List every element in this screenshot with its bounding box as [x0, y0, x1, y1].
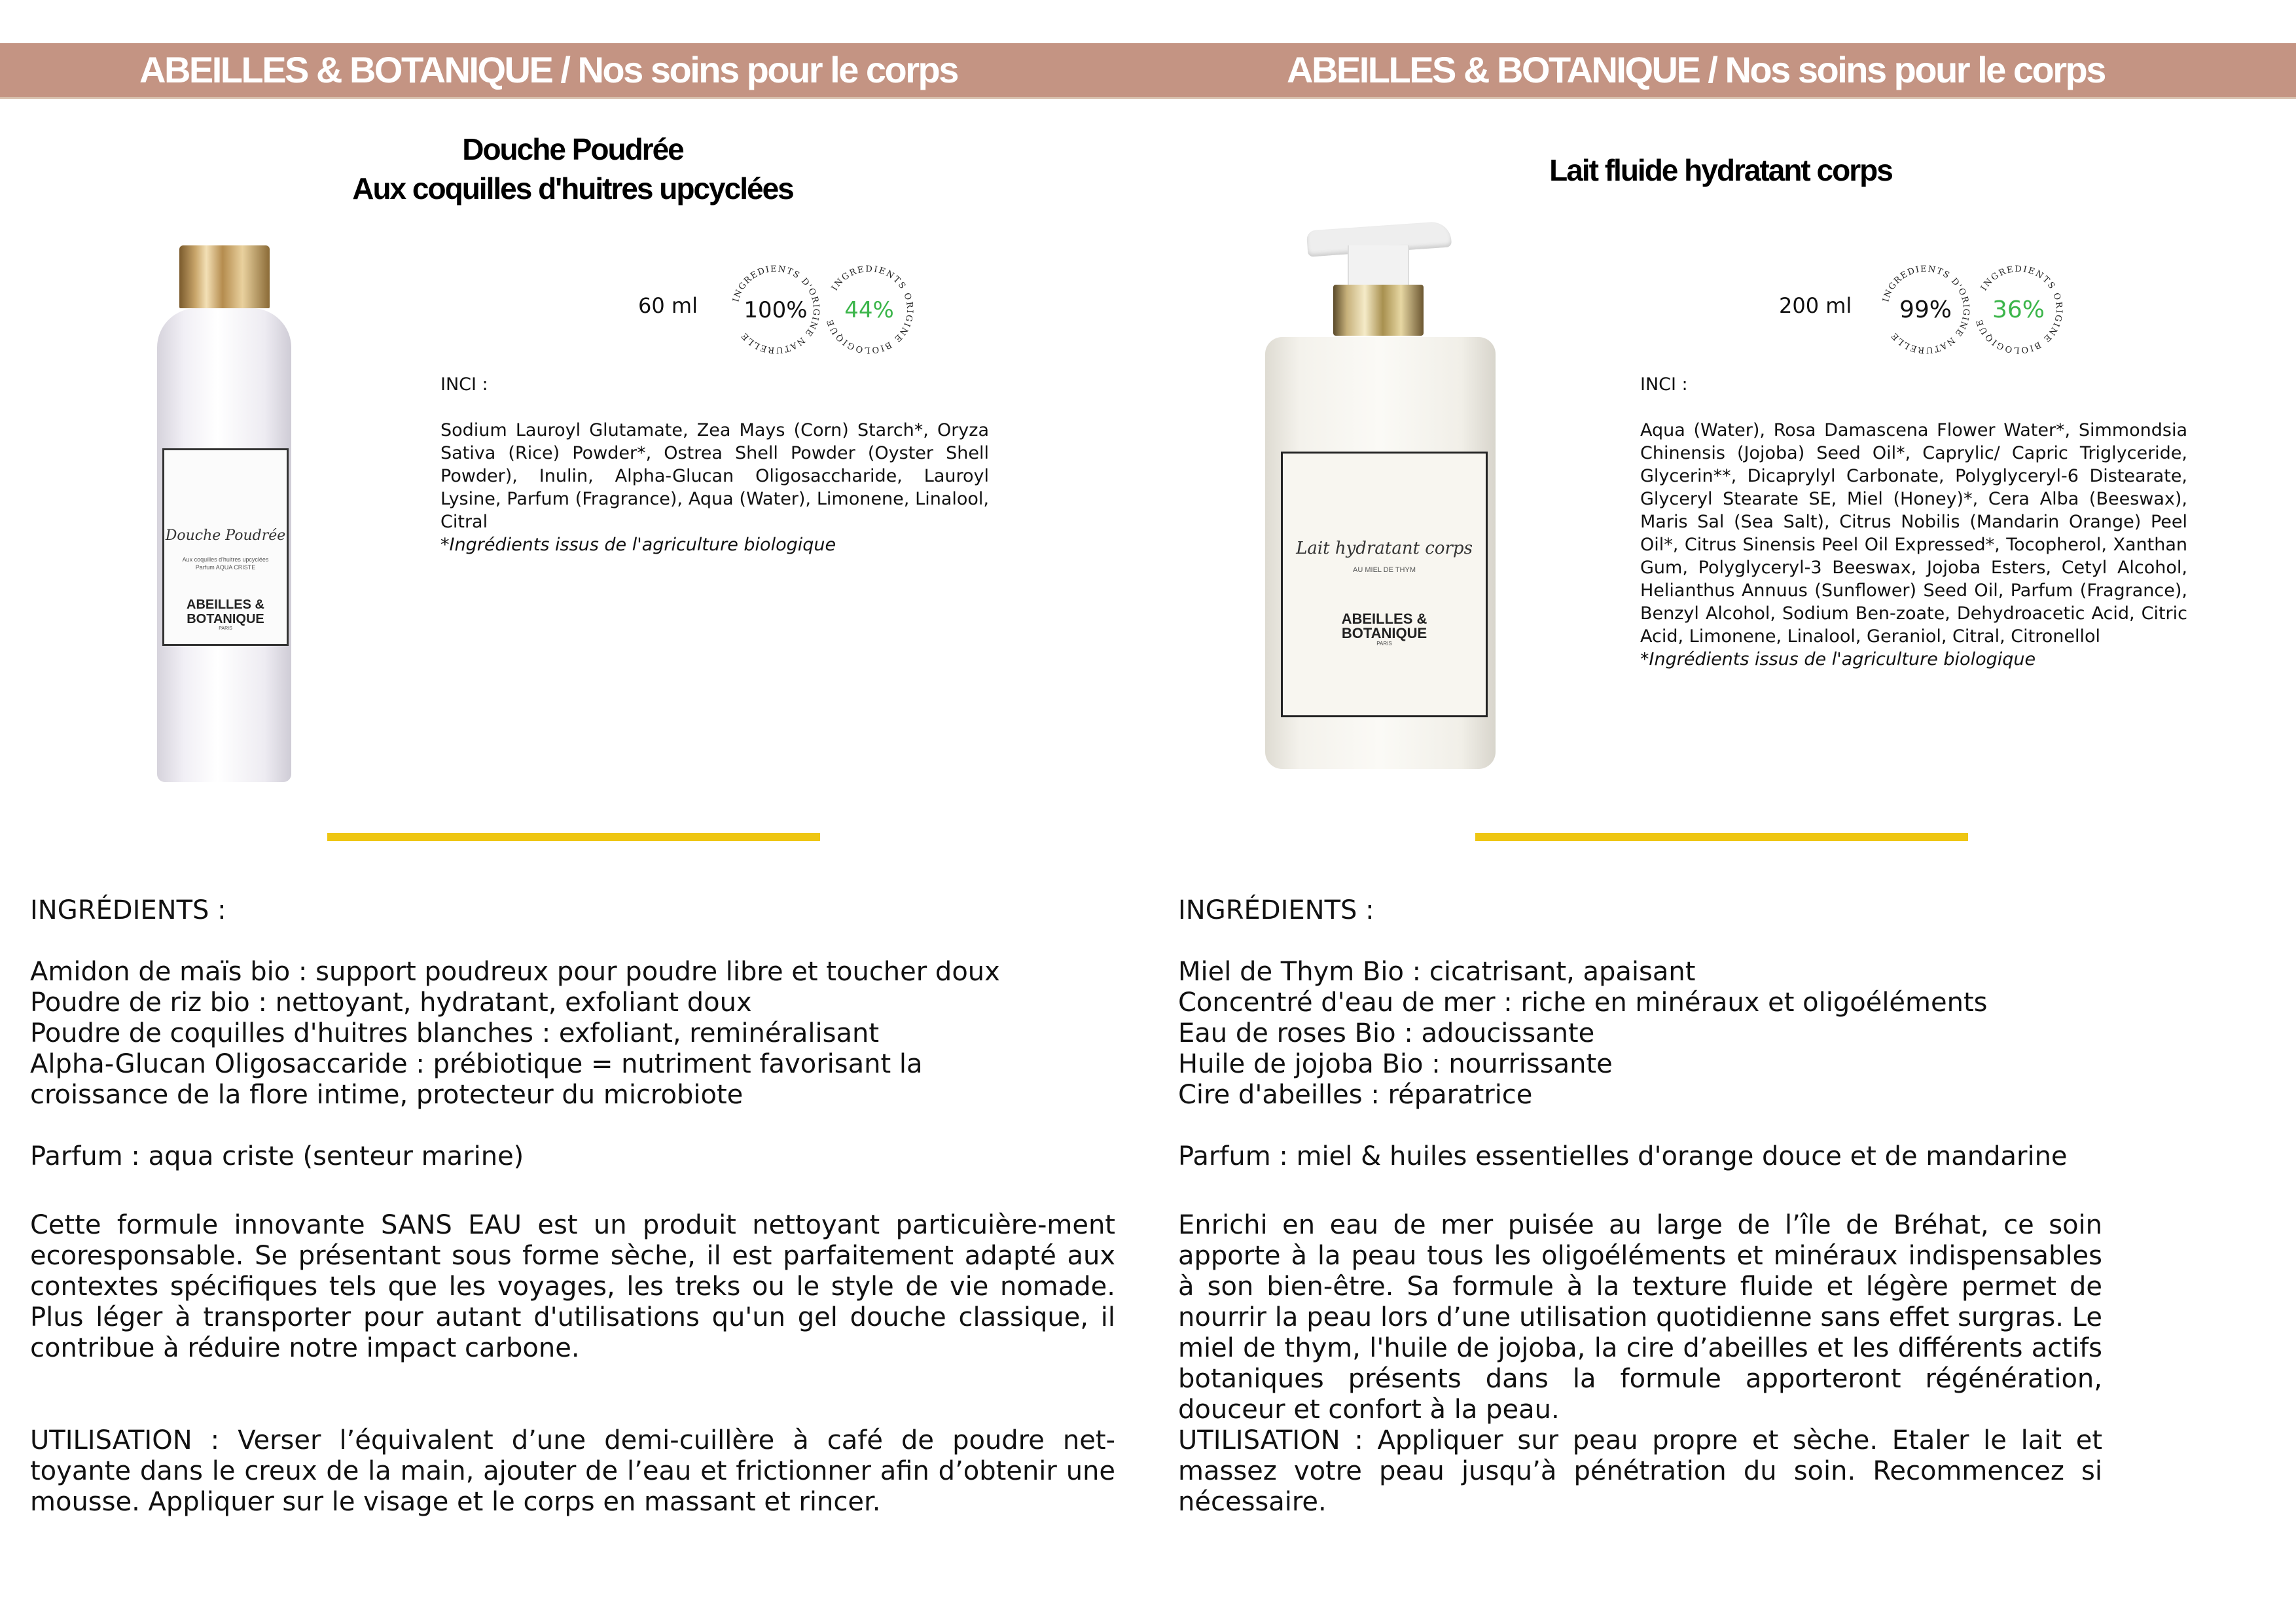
badge-organic-origin	[823, 264, 915, 355]
ingredients-section	[1178, 895, 2265, 1172]
bottle-label-name: Douche Poudrée	[165, 527, 286, 544]
badge-organic-origin	[1973, 264, 2064, 355]
ingredient-line: Cire d'abeilles : réparatrice	[1178, 1080, 1533, 1110]
bottle-label-city: PARIS	[1376, 641, 1392, 647]
ingredient-line: Poudre de coquilles d'huitres blanches : exfoliant, reminéralisant	[30, 1018, 880, 1048]
pump-collar	[1333, 285, 1424, 336]
inci-label: INCI :	[1640, 374, 1688, 395]
usage-paragraph: UTILISATION : Appliquer sur peau propre et sèche. Etaler le lait et massez votre peau jusqu’à pénétration du soin. Recommencez si nécessaire.	[1178, 1425, 2102, 1517]
svg-text:INGREDIENTS D'ORIGINE NATURELL: INGREDIENTS D'ORIGINE NATURELLE	[1881, 264, 1971, 355]
svg-text:INGREDIENTS ORIGINE BIOLOGIQUE: INGREDIENTS ORIGINE BIOLOGIQUE	[825, 264, 915, 355]
parfum-line: Parfum : miel & huiles essentielles d'orange douce et de mandarine	[1178, 1141, 2068, 1171]
badge-ring-natural-icon	[1880, 264, 1971, 355]
badge-ring-organic-icon	[1973, 264, 2064, 355]
description-paragraph: Enrichi en eau de mer puisée au large de l’île de Bréhat, ce soin apporte à la peau tous les oligoéléments et minéraux indispensables à son bien-être. Sa formule à la texture fluide et légère permet de nourrir la peau lors d’une utilisation quotidienne sans effet surgras. Le miel de thym, l'huile de jojoba, la cire d’abeilles et les différents actifs botaniques présents dans la formule apporteront régénération, douceur et confort à la peau.	[1178, 1210, 2102, 1425]
svg-text:INGREDIENTS ORIGINE BIOLOGIQUE: INGREDIENTS ORIGINE BIOLOGIQUE	[1974, 264, 2064, 355]
product-image-bottle	[157, 245, 291, 782]
svg-text:100%: 100%	[744, 297, 808, 323]
svg-text:36%: 36%	[1992, 296, 2045, 323]
inci-footnote: *Ingrédients issus de l'agriculture biologique	[440, 535, 836, 555]
inci-footnote: *Ingrédients issus de l'agriculture biologique	[1640, 649, 2036, 669]
ingredients-section	[30, 895, 1117, 1172]
bottle-label-brand2: BOTANIQUE	[187, 612, 264, 626]
product-title-line1: Lait fluide hydratant corps	[1549, 153, 1892, 187]
section-divider	[327, 833, 820, 841]
parfum-line: Parfum : aqua criste (senteur marine)	[30, 1141, 524, 1171]
product-title	[1410, 151, 2032, 190]
header-title-left: ABEILLES & BOTANIQUE / Nos soins pour le corps	[139, 49, 958, 90]
ingredients-heading: INGRÉDIENTS :	[30, 895, 226, 925]
bottle-label-subtitle1: AU MIEL DE THYM	[1353, 566, 1416, 574]
bottle-label-name: Lait hydratant corps	[1296, 539, 1473, 558]
bottle-label-city: PARIS	[219, 626, 232, 631]
description-paragraph: Cette formule innovante SANS EAU est un produit nettoyant particuière-ment ecoresponsable. Se présentant sous forme sèche, il est parfaitement adapté aux contextes spécifiques tels que les voyages, les treks ou le style de vie nomade. Plus léger à transporter pour autant d'utilisations qu'un gel douche classique, il contribue à réduire notre impact carbone.	[30, 1210, 1115, 1363]
ingredient-line: Alpha-Glucan Oligosaccaride : prébiotique = nutriment favorisant la croissance de la flore intime, protecteur du microbiote	[30, 1049, 923, 1110]
product-title	[262, 130, 884, 208]
ingredient-line: Concentré d'eau de mer : riche en minéraux et oligoéléments	[1178, 988, 1988, 1018]
svg-text:44%: 44%	[844, 297, 894, 323]
bottle-label-brand1: ABEILLES &	[187, 597, 264, 612]
ingredient-line: Amidon de maïs bio : support poudreux pour poudre libre et toucher doux	[30, 957, 1000, 987]
inci-block	[1640, 373, 2187, 671]
bottle-label	[1281, 452, 1488, 717]
inci-text: Sodium Lauroyl Glutamate, Zea Mays (Corn) Starch*, Oryza Sativa (Rice) Powder*, Ostrea Shell Powder (Oyster Shell Powder), Inulin, Alpha-Glucan Oligosaccharide, Lauroyl Lysine, Parfum (Fragrance), Aqua (Water), Limonene, Linalool, Citral	[440, 420, 989, 532]
product-volume: 60 ml	[638, 293, 698, 318]
bottle-label-brand2: BOTANIQUE	[1341, 625, 1427, 641]
usage-paragraph: UTILISATION : Verser l’équivalent d’une demi-cuillère à café de poudre net-toyante dans le creux de la main, ajouter de l’eau et frictionner afin d’obtenir une mousse. Appliquer sur le visage et le corps en massant et rincer.	[30, 1425, 1115, 1517]
ingredients-heading: INGRÉDIENTS :	[1178, 895, 1374, 925]
svg-text:INGREDIENTS D'ORIGINE NATURELL: INGREDIENTS D'ORIGINE NATURELLE	[731, 264, 821, 355]
badge-ring-organic-icon	[823, 264, 915, 355]
bottle-label	[162, 448, 289, 646]
bottle-label-brand1: ABEILLES &	[1341, 611, 1427, 627]
ingredient-line: Eau de roses Bio : adoucissante	[1178, 1018, 1595, 1048]
product-page-lait-fluide	[1148, 0, 2296, 1623]
header-title-right: ABEILLES & BOTANIQUE / Nos soins pour le corps	[1287, 49, 2105, 90]
ingredient-line: Miel de Thym Bio : cicatrisant, apaisant	[1178, 957, 1696, 987]
badge-natural-origin	[730, 264, 821, 355]
product-volume: 200 ml	[1779, 293, 1852, 318]
badge-ring-natural-icon	[730, 264, 821, 355]
badge-natural-origin	[1880, 264, 1971, 355]
product-title-line1: Douche Poudrée	[462, 132, 683, 166]
svg-text:99%: 99%	[1899, 296, 1952, 323]
product-image-pump-bottle	[1260, 219, 1515, 769]
ingredient-line: Huile de jojoba Bio : nourrissante	[1178, 1049, 1613, 1079]
ingredient-line: Poudre de riz bio : nettoyant, hydratant, exfoliant doux	[30, 988, 752, 1018]
bottle-label-subtitle2: Parfum AQUA CRISTE	[195, 564, 256, 571]
inci-text: Aqua (Water), Rosa Damascena Flower Water*, Simmondsia Chinensis (Jojoba) Seed Oil*, Caprylic/ Capric Triglyceride, Glycerin**, Dicaprylyl Carbonate, Polyglyceryl-6 Distearate, Glyceryl Stearate SE, Miel (Honey)*, Cera Alba (Beeswax), Maris Sal (Sea Salt), Citrus Nobilis (Mandarin Orange) Peel Oil*, Citrus Sinensis Peel Oil Expressed*, Tocopherol, Xanthan Gum, Polyglyceryl-3 Beeswax, Jojoba Esters, Cetyl Alcohol, Helianthus Annuus (Sunflower) Seed Oil, Parfum (Fragrance), Benzyl Alcohol, Sodium Ben-zoate, Dehydroacetic Acid, Citric Acid, Limonene, Linalool, Geraniol, Citral, Citronellol	[1640, 420, 2187, 647]
product-title-line2: Aux coquilles d'huitres upcyclées	[352, 171, 793, 205]
bottle-cap	[179, 245, 270, 308]
inci-block	[440, 373, 989, 556]
bottle-label-subtitle1: Aux coquilles d'huitres upcyclées	[182, 556, 269, 563]
inci-label: INCI :	[440, 374, 488, 395]
section-divider	[1475, 833, 1968, 841]
